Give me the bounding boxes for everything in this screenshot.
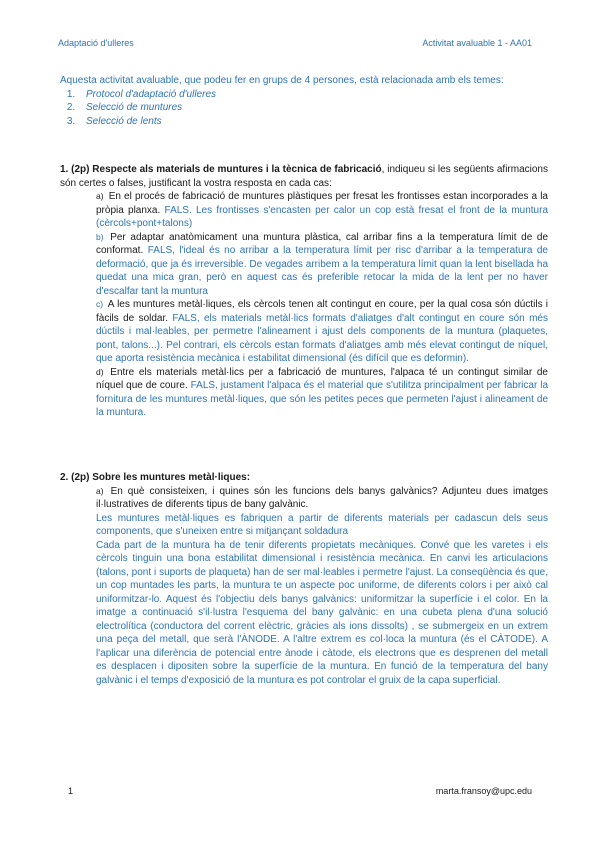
statement-item	[96, 231, 548, 299]
question-number: 2.	[60, 472, 69, 483]
question-title: (2p) Respecte als materials de muntures i la tècnica de fabricació	[71, 164, 382, 175]
intro-text: Aquesta activitat avaluable, que podeu fer en grups de 4 persones, està relacionada amb els temes:	[60, 75, 504, 86]
question-2	[60, 471, 548, 687]
statement-item	[96, 485, 548, 512]
statement-answer: FALS, els materials metàl·lics formats d'aliatges d'alt contingut en coure són més dúctils i mal·leables, per permetre l'alineament i ajust dels components de la muntura (plaquetes, pont, talons...). Pel contrari, els cèrcols estan formats d'aliatges amb més elevat contingut de níquel, que aporta resistència mecànica i estabilitat dimensional (és difícil que es deformin).	[96, 312, 548, 364]
statement-list	[96, 190, 548, 420]
topic-item: 3. Selecció de lents	[78, 115, 530, 129]
header-activity: Activitat avaluable 1 - AA01	[422, 38, 532, 48]
topic-item: 1. Protocol d'adaptació d'ulleres	[78, 88, 530, 102]
topic-item: 2. Selecció de muntures	[78, 101, 530, 115]
statement-letter: a)	[96, 191, 104, 201]
statement-item	[96, 190, 548, 231]
page-number: 1	[68, 786, 74, 796]
statement-answer: FALS, l'ideal és no arribar a la temperatura límit per risc d'arribar a la temperatura de deformació, que ja és irreversible. De vegades arribem a la temperatura límit quan la lent bisellada ha quedat una mica gran, però en aquest cas és preferible retocar la mida de la lent per no haver d'escalfar tant la muntura	[96, 245, 548, 297]
statement-item	[96, 366, 548, 420]
statement-letter: c)	[96, 299, 104, 309]
statement-answer: FALS, justament l'alpaca és el material que s'utilitza principalment per fabricar la fornitura de les muntures metàl·liques, que són les petites peces que permeten l'ajust i alineament de la muntura.	[96, 380, 549, 418]
statement-item	[96, 298, 548, 366]
intro	[60, 74, 530, 128]
topic-list	[60, 88, 530, 129]
statement-answer: FALS. Les frontisses s'encasten per calor un cop està fresat el front de la muntura (cèrcols+pont+talons)	[96, 204, 549, 229]
statement-text: En el procés de fabricació de muntures plàstiques per fresat les frontisses estan incorporades a la pròpia planxa.	[96, 191, 548, 216]
author-email: marta.fransoy@upc.edu	[435, 786, 532, 796]
statement-text: Entre els materials metàl·lics per a fabricació de muntures, l'alpaca té un contingut similar de níquel que de coure.	[96, 366, 548, 391]
question-number: 1.	[60, 164, 69, 175]
header-title: Adaptació d'ulleres	[58, 38, 134, 48]
answer-paragraph: Cada part de la muntura ha de tenir diferents propietats mecàniques. Convé que les varetes i els cèrcols tinguin una bona estabilitat dimensional i resistència mecànica. En canvi les articulacions (talons, pont i suports de plaqueta) han de ser mal·leables i permetre l'ajust. La conseqüència és que, un cop muntades les parts, la muntura te un aspecte poc uniforme, de diferents colors i per això cal uniformitzar-lo. Aquest és l'objectiu dels banys galvànics: uniformitzar la superfície i el color. En la imatge a continuació s'il·lustra l'esquema del bany galvànic: en una cubeta plena d'una solució electrolítica (conductora del corrent elèctric, gràcies als ions dissolts) , se submergeix en un extrem una peça del metall, que serà l'ÀNODE. A l'altre extrem es col·loca la muntura (és el CÀTODE). A l'aplicar una diferència de potencial entre ànode i càtode, els electrons que es desprenen del metall es desplacen i dipositen sobre la superfície de la muntura. En funció de la temperatura del bany galvànic i el temps d'exposició de la muntura es pot controlar el gruix de la capa superficial.	[96, 539, 548, 686]
statement-text: Per adaptar anatòmicament una muntura plàstica, cal arribar fins a la temperatura límit de de conformat.	[96, 231, 549, 256]
question-instructions: , indiqueu si les següents afirmacions són certes o falses, justificant la vostra resposta en cada cas:	[60, 164, 548, 189]
statement-letter: b)	[96, 231, 104, 242]
question-1	[60, 163, 548, 420]
statement-letter: a)	[96, 485, 104, 496]
answer-paragraph: Les muntures metàl·liques es fabriquen a partir de diferents materials per cadascun dels seus components, que s'uneixen entre si mitjançant soldadura	[96, 512, 548, 537]
question-title: (2p) Sobre les muntures metàl·liques:	[71, 472, 251, 483]
statement-text: En què consisteixen, i quines són les funcions dels banys galvànics? Adjunteu dues imatges il·lustratives de diferents tipus de bany galvànic.	[96, 485, 548, 510]
statement-text: A les muntures metàl·liques, els cèrcols tenen alt contingut en coure, per la qual cosa són dúctils i fàcils de soldar.	[96, 299, 548, 324]
statement-letter: d)	[96, 366, 104, 377]
